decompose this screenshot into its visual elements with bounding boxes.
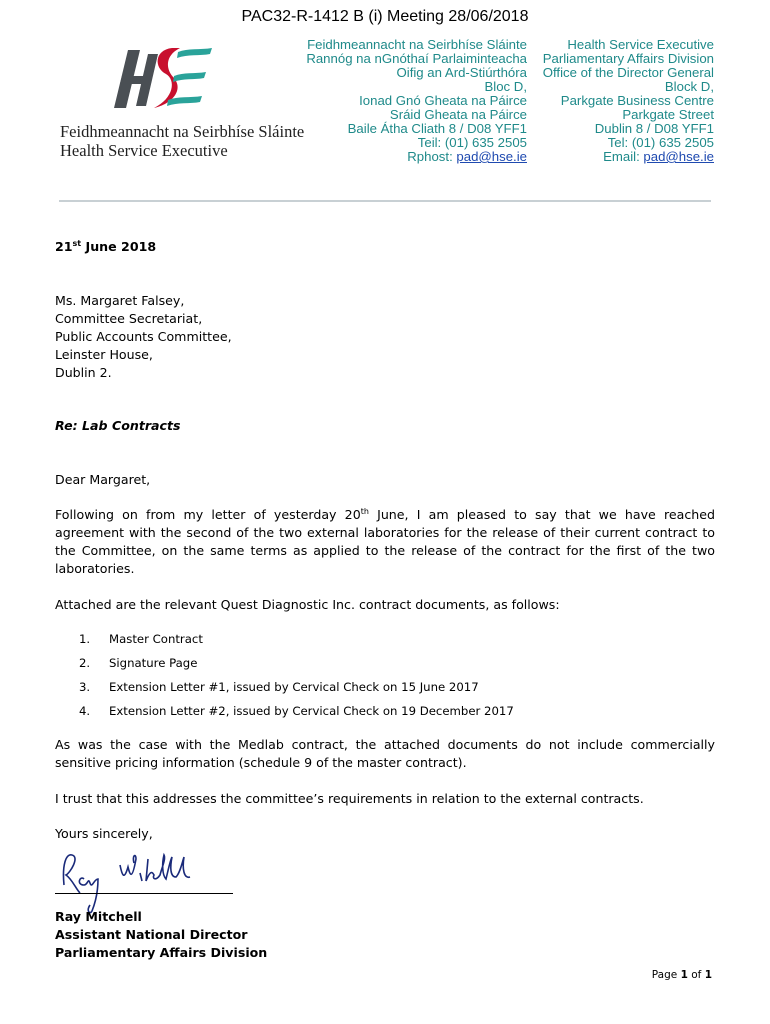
paragraph-1: Following on from my letter of yesterday 20th June, I am pleased to say that we have reached agreement with the second of the two external laboratories for the release of their current contract to the Committee, on the same terms as applied to the release of the contract for the first of the two laboratories. xyxy=(55,506,715,576)
address-line: Parkgate Business Centre xyxy=(560,93,714,108)
email-line-irish: Rphost: pad@hse.ie xyxy=(407,149,527,164)
email-link[interactable]: pad@hse.ie xyxy=(456,149,527,164)
address-irish xyxy=(306,38,527,164)
letter-date: 21st June 2018 xyxy=(55,238,157,254)
address-line: Bloc D, xyxy=(484,79,527,94)
address-line: Parliamentary Affairs Division xyxy=(542,51,714,66)
address-line: Block D, xyxy=(664,79,714,94)
address-line: Health Service Executive xyxy=(567,37,714,52)
hse-logo xyxy=(114,42,214,114)
logo-e-bar-1 xyxy=(177,48,212,58)
address-line: Dublin 8 / D08 YFF1 xyxy=(594,121,714,136)
subject-line: Re: Lab Contracts xyxy=(55,418,181,433)
paragraph-3: As was the case with the Medlab contract, the attached documents do not include commercially sensitive pricing information (schedule 9 of the master contract). xyxy=(55,737,715,770)
logo-h-crossbar xyxy=(120,76,150,84)
recipient-line: Committee Secretariat, xyxy=(55,311,203,326)
address-line: Baile Átha Cliath 8 / D08 YFF1 xyxy=(347,121,527,136)
list-item: 4. Extension Letter #2, issued by Cervical Check on 19 December 2017 xyxy=(79,704,514,718)
signer-division: Parliamentary Affairs Division xyxy=(55,945,268,960)
address-line: Parkgate Street xyxy=(622,107,714,122)
signer-block xyxy=(55,908,267,962)
signer-title: Assistant National Director xyxy=(55,927,248,942)
paragraph-2: Attached are the relevant Quest Diagnostic Inc. contract documents, as follows: xyxy=(55,597,560,612)
salutation: Dear Margaret, xyxy=(55,472,151,487)
recipient-line: Ms. Margaret Falsey, xyxy=(55,293,185,308)
attachment-list xyxy=(79,630,514,726)
meeting-reference: PAC32-R-1412 B (i) Meeting 28/06/2018 xyxy=(241,8,529,25)
address-line: Ionad Gnó Gheata na Páirce xyxy=(359,93,527,108)
list-item: 3. Extension Letter #1, issued by Cervical Check on 15 June 2017 xyxy=(79,680,479,694)
header-divider xyxy=(59,200,711,202)
recipient-line: Dublin 2. xyxy=(55,365,112,380)
org-name-english: Health Service Executive xyxy=(60,141,228,160)
signature-line xyxy=(55,893,233,894)
email-line-english: Email: pad@hse.ie xyxy=(603,149,714,164)
handwritten-signature xyxy=(56,845,216,915)
recipient-address xyxy=(55,292,232,382)
list-item: 2. Signature Page xyxy=(79,656,198,670)
address-line: Office of the Director General xyxy=(542,65,714,80)
address-line: Rannóg na nGnóthaí Parlaiminteacha xyxy=(306,51,527,66)
address-line: Tel: (01) 635 2505 xyxy=(607,135,714,150)
address-line: Teil: (01) 635 2505 xyxy=(417,135,527,150)
paragraph-4: I trust that this addresses the committee’s requirements in relation to the external contracts. xyxy=(55,791,644,806)
logo-e-bar-2 xyxy=(173,72,206,82)
address-english xyxy=(543,38,714,164)
page-number: Page 1 of 1 xyxy=(651,969,712,981)
org-name-irish: Feidhmeannacht na Seirbhíse Sláinte xyxy=(60,122,305,141)
address-line: Sráid Gheata na Páirce xyxy=(389,107,527,122)
signer-name: Ray Mitchell xyxy=(55,909,142,924)
address-line: Oifig an Ard-Stiúrthóra xyxy=(396,65,527,80)
closing: Yours sincerely, xyxy=(55,826,153,841)
org-name xyxy=(60,122,304,160)
list-item: 1. Master Contract xyxy=(79,632,203,646)
recipient-line: Leinster House, xyxy=(55,347,153,362)
recipient-line: Public Accounts Committee, xyxy=(55,329,232,344)
address-line: Feidhmeannacht na Seirbhíse Sláinte xyxy=(307,37,527,52)
email-link[interactable]: pad@hse.ie xyxy=(643,149,714,164)
